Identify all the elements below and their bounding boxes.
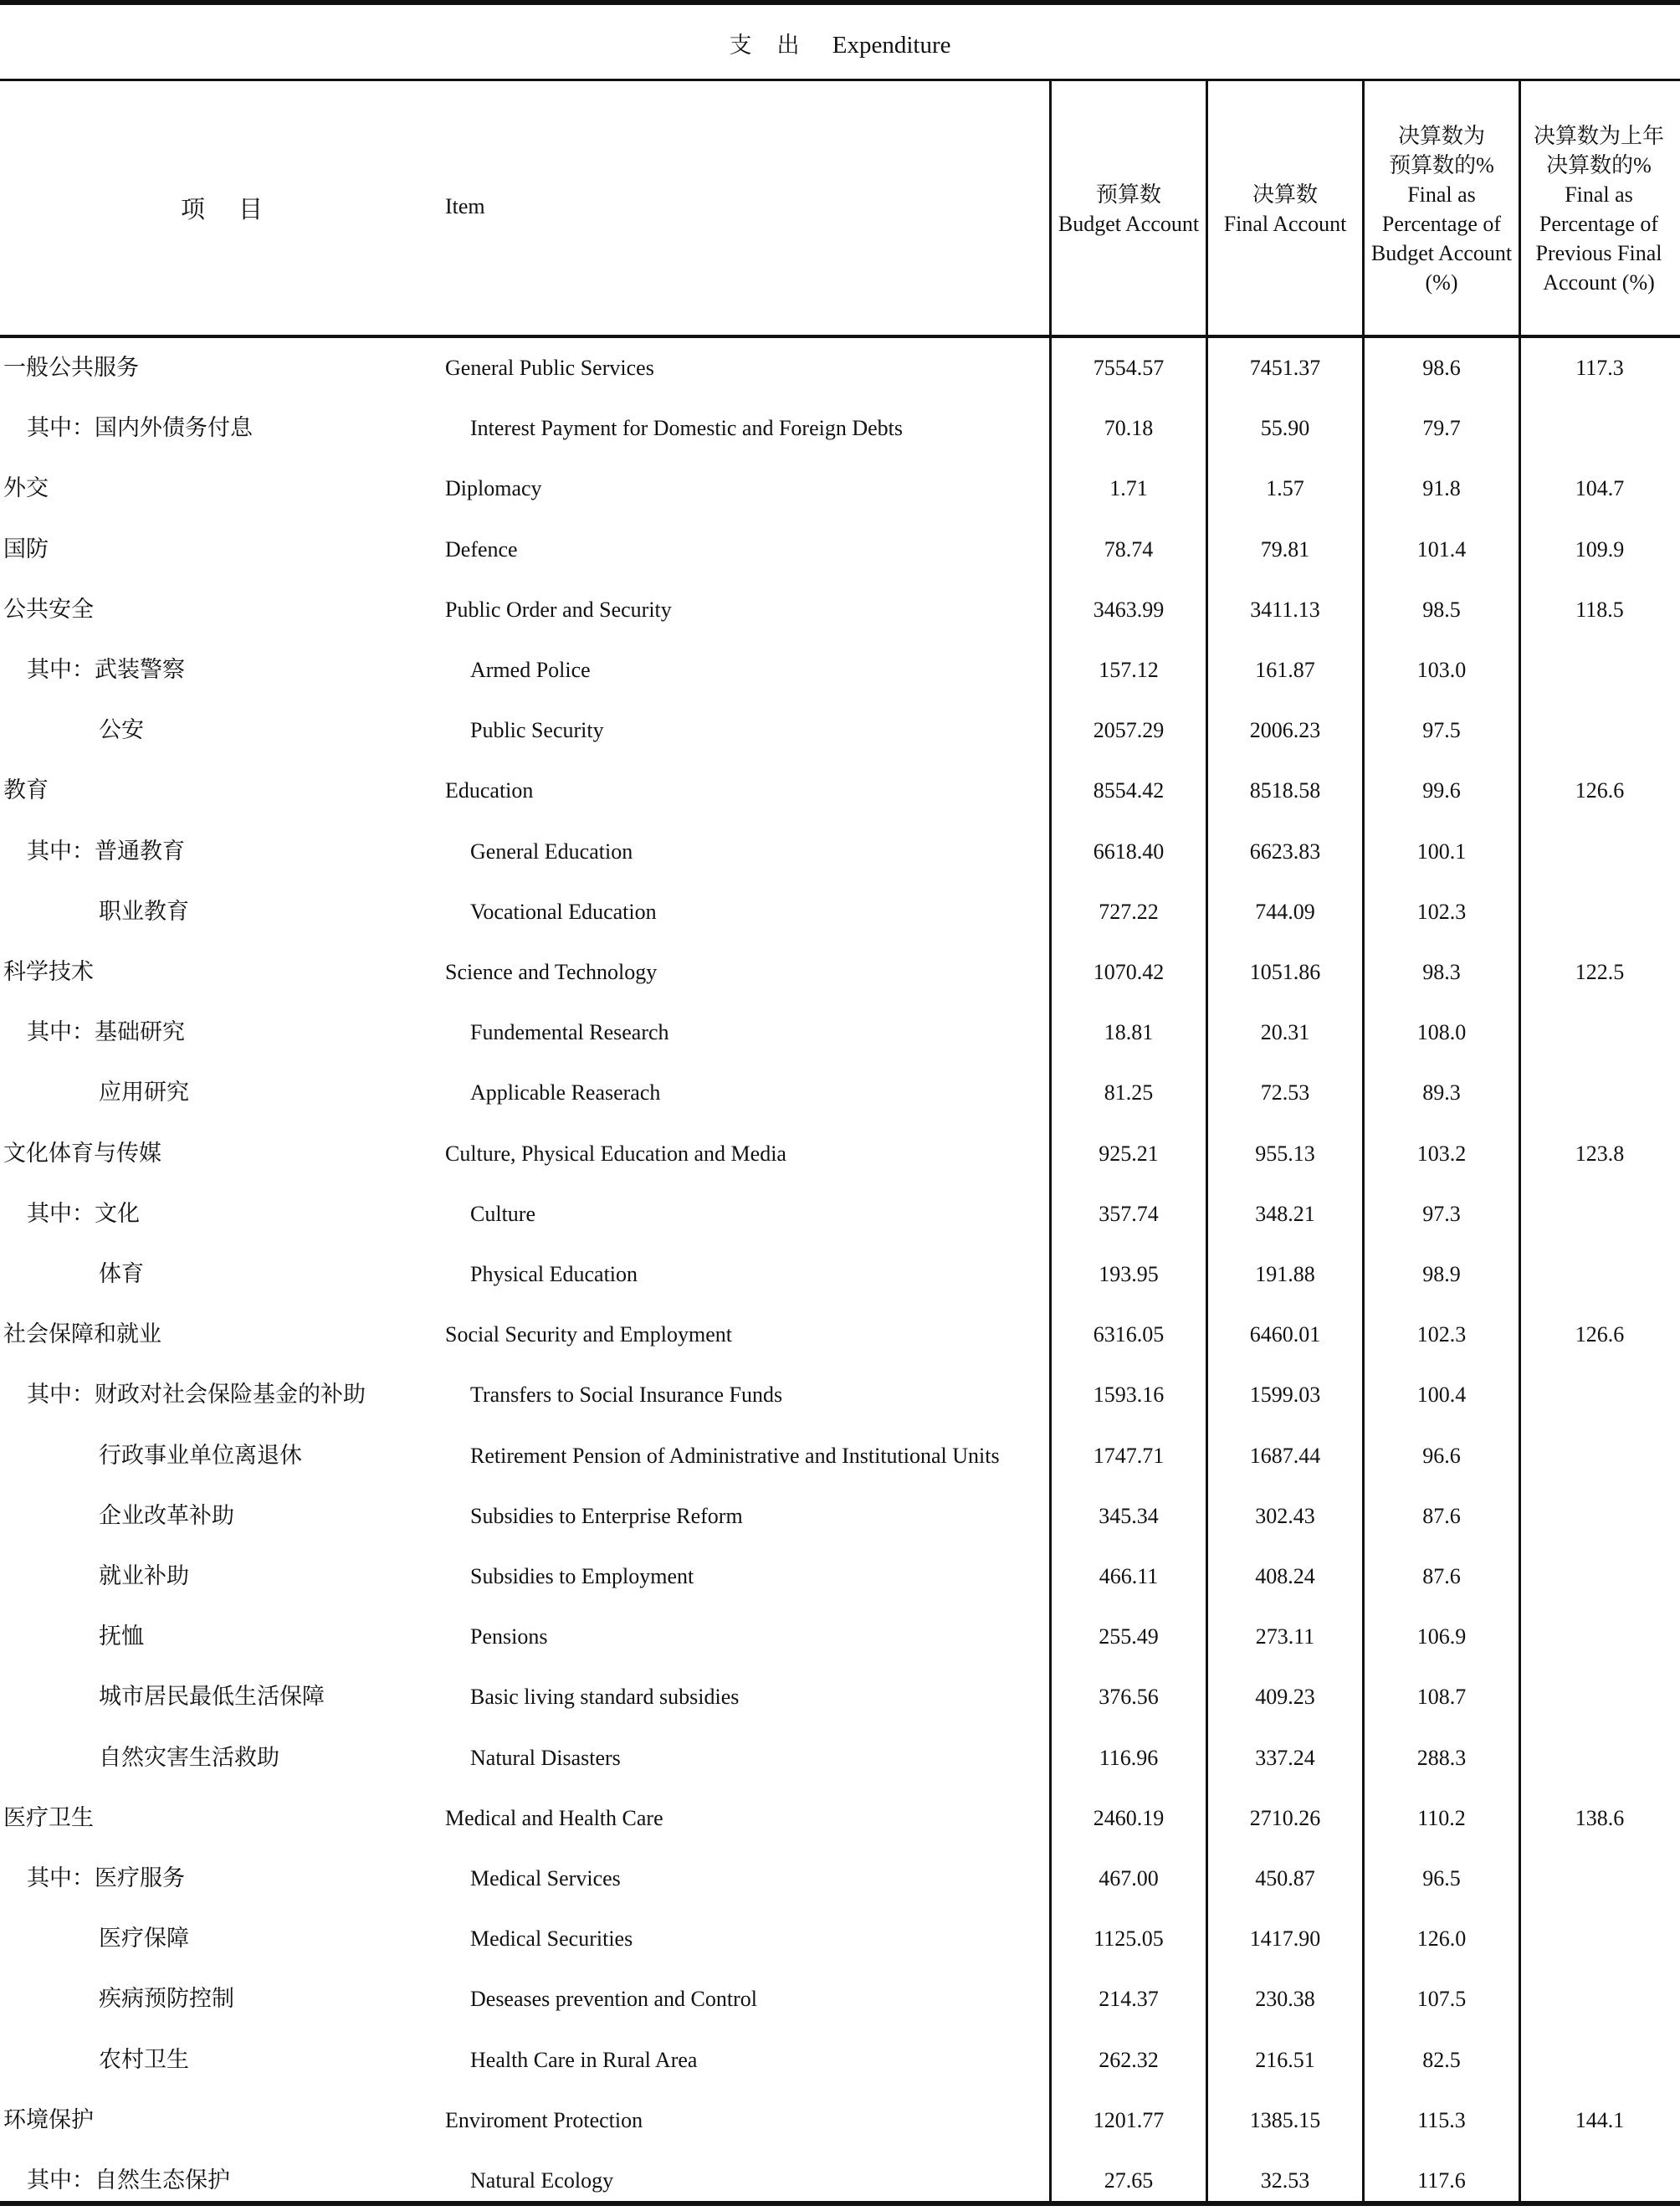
pct-prev-value	[1523, 1909, 1677, 1969]
pct-prev-value	[1523, 1728, 1677, 1788]
budget-value: 116.96	[1099, 1745, 1159, 1770]
pct-budget-value: 98.3	[1422, 960, 1461, 984]
budget-value: 157.12	[1099, 658, 1159, 682]
item-zh: 教育	[3, 777, 49, 804]
final-value: 20.31	[1260, 1020, 1310, 1045]
pct-budget-value: 288.3	[1416, 1745, 1467, 1770]
table-row	[0, 1124, 1680, 1184]
item-en: Enviroment Protection	[445, 2107, 643, 2132]
final-value: 409.23	[1255, 1685, 1315, 1710]
header-final	[1208, 81, 1362, 336]
budget-value: 70.18	[1104, 416, 1154, 441]
pct-budget-value: 89.3	[1422, 1080, 1461, 1106]
pct-budget-value: 97.5	[1422, 718, 1461, 743]
item-en: General Education	[470, 839, 633, 864]
pct-prev-value	[1523, 398, 1677, 459]
item-zh: 其中：国内外债务付息	[27, 415, 253, 442]
pct-budget-value: 96.6	[1422, 1443, 1461, 1468]
table-row	[0, 338, 1680, 398]
budget-value: 925.21	[1099, 1141, 1159, 1166]
pct-budget-value: 87.6	[1422, 1503, 1461, 1528]
item-en: Public Order and Security	[445, 597, 672, 622]
pct-prev-value: 109.9	[1575, 536, 1625, 562]
final-value: 191.88	[1255, 1262, 1315, 1286]
pct-budget-value: 99.6	[1422, 778, 1461, 803]
pct-prev-value	[1523, 1426, 1677, 1486]
table-row	[0, 520, 1680, 580]
item-zh: 其中：武装警察	[27, 657, 185, 683]
header-final-zh: 决算数	[1252, 182, 1318, 207]
item-en: Defence	[445, 536, 518, 562]
budget-value: 467.00	[1099, 1866, 1159, 1890]
final-value: 8518.58	[1249, 778, 1321, 803]
item-en: Subsidies to Employment	[470, 1564, 694, 1588]
item-en: Medical Securities	[470, 1926, 633, 1952]
table-row	[0, 700, 1680, 761]
item-en: Social Security and Employment	[445, 1322, 732, 1347]
table-row	[0, 1728, 1680, 1788]
budget-value: 7554.57	[1093, 356, 1165, 380]
pct-prev-value	[1523, 640, 1677, 700]
table-row	[0, 1426, 1680, 1486]
item-zh: 行政事业单位离退休	[99, 1442, 302, 1469]
table-row	[0, 640, 1680, 700]
budget-value: 1747.71	[1093, 1443, 1165, 1468]
item-en: Culture	[470, 1201, 535, 1226]
item-en: Subsidies to Enterprise Reform	[470, 1503, 743, 1528]
pct-prev-value: 144.1	[1575, 2107, 1625, 2132]
final-value: 2710.26	[1249, 1805, 1321, 1830]
header-pct-prev	[1521, 81, 1677, 336]
item-en: Vocational Education	[470, 899, 657, 924]
item-zh: 文化体育与传媒	[3, 1140, 161, 1167]
final-value: 2006.23	[1249, 718, 1321, 743]
final-value: 161.87	[1255, 658, 1315, 682]
budget-value: 18.81	[1104, 1020, 1154, 1045]
header-pct-budget	[1365, 81, 1519, 336]
item-zh: 抚恤	[99, 1624, 144, 1650]
item-en: Deseases prevention and Control	[470, 1987, 757, 2012]
item-zh: 其中：医疗服务	[27, 1865, 185, 1891]
budget-value: 262.32	[1099, 2047, 1159, 2072]
header-final-en: Final Account	[1223, 211, 1347, 236]
final-value: 273.11	[1255, 1624, 1315, 1649]
budget-value: 1070.42	[1093, 960, 1165, 984]
pct-prev-value	[1523, 1184, 1677, 1244]
pct-budget-value: 107.5	[1416, 1987, 1467, 2012]
budget-value: 345.34	[1099, 1503, 1159, 1528]
item-en: Diplomacy	[445, 476, 542, 501]
budget-value: 193.95	[1099, 1262, 1159, 1286]
pct-budget-value: 108.0	[1416, 1020, 1467, 1045]
pct-budget-value: 101.4	[1416, 536, 1467, 562]
budget-value: 2460.19	[1093, 1805, 1165, 1830]
item-en: Pensions	[470, 1624, 548, 1649]
final-value: 302.43	[1255, 1503, 1315, 1528]
item-en: Physical Education	[470, 1262, 638, 1286]
final-value: 32.53	[1260, 2168, 1310, 2193]
table-row	[0, 459, 1680, 519]
budget-value: 214.37	[1099, 1987, 1159, 2012]
final-value: 1599.03	[1249, 1383, 1321, 1408]
item-en: Culture, Physical Education and Media	[445, 1141, 786, 1166]
item-zh: 公安	[99, 717, 144, 744]
item-en: General Public Services	[445, 356, 654, 380]
pct-prev-value: 122.5	[1575, 960, 1625, 984]
item-zh: 公共安全	[3, 596, 94, 623]
table-row	[0, 1184, 1680, 1244]
final-value: 72.53	[1260, 1080, 1310, 1106]
final-value: 744.09	[1255, 899, 1315, 924]
pct-budget-value: 103.0	[1416, 658, 1467, 682]
pct-budget-value: 98.5	[1422, 597, 1461, 622]
pct-budget-value: 100.1	[1416, 839, 1467, 864]
item-zh: 城市居民最低生活保障	[99, 1684, 325, 1711]
pct-budget-value: 102.3	[1416, 1322, 1467, 1347]
final-value: 450.87	[1255, 1866, 1315, 1890]
item-zh: 其中：文化	[27, 1200, 140, 1227]
final-value: 55.90	[1260, 416, 1310, 441]
table-row	[0, 882, 1680, 942]
item-zh: 自然灾害生活救助	[99, 1744, 279, 1771]
table-row	[0, 1244, 1680, 1305]
pct-budget-value: 98.6	[1422, 356, 1461, 380]
pct-prev-value	[1523, 882, 1677, 942]
pct-budget-value: 110.2	[1417, 1805, 1466, 1830]
pct-budget-value: 82.5	[1422, 2047, 1461, 2072]
pct-budget-value: 98.9	[1422, 1262, 1461, 1286]
pct-prev-value	[1523, 1003, 1677, 1063]
final-value: 408.24	[1255, 1564, 1315, 1588]
header-line: Final as	[1407, 182, 1476, 207]
item-en: Natural Ecology	[470, 2168, 614, 2193]
pct-budget-value: 91.8	[1422, 476, 1461, 501]
budget-value: 3463.99	[1093, 597, 1165, 622]
item-zh: 体育	[99, 1261, 144, 1287]
item-zh: 国防	[3, 536, 49, 562]
pct-budget-value: 79.7	[1422, 416, 1461, 441]
pct-prev-value	[1523, 1244, 1677, 1305]
header-line: Account (%)	[1543, 269, 1655, 295]
item-zh: 社会保障和就业	[3, 1321, 161, 1348]
item-en: Medical Services	[470, 1866, 621, 1890]
item-zh: 外交	[3, 475, 49, 502]
pct-prev-value: 126.6	[1575, 1322, 1625, 1347]
pct-prev-value: 138.6	[1575, 1805, 1625, 1830]
pct-budget-value: 100.4	[1416, 1383, 1467, 1408]
table-row	[0, 2030, 1680, 2090]
item-en: Retirement Pension of Administrative and Institutional Units	[470, 1443, 1000, 1468]
header-budget-en: Budget Account	[1058, 211, 1200, 236]
header-line: 决算数的%	[1546, 152, 1652, 177]
bottom-rule	[0, 2201, 1680, 2206]
item-en: Science and Technology	[445, 960, 658, 984]
budget-value: 255.49	[1099, 1624, 1159, 1649]
budget-value: 81.25	[1104, 1080, 1154, 1106]
item-en: Armed Police	[470, 658, 591, 682]
header-line: Percentage of	[1539, 211, 1659, 236]
budget-value: 78.74	[1104, 536, 1154, 562]
table-row	[0, 1667, 1680, 1727]
item-zh: 其中：财政对社会保险基金的补助	[27, 1382, 366, 1408]
final-value: 79.81	[1260, 536, 1310, 562]
final-value: 955.13	[1255, 1141, 1315, 1166]
header-line: Final as	[1565, 182, 1633, 207]
item-en: Fundemental Research	[470, 1020, 669, 1045]
pct-budget-value: 103.2	[1416, 1141, 1467, 1166]
pct-prev-value	[1523, 1667, 1677, 1727]
item-en: Education	[445, 778, 534, 803]
pct-prev-value	[1523, 1969, 1677, 2029]
table-row	[0, 1788, 1680, 1849]
item-zh: 其中：基础研究	[27, 1019, 185, 1046]
item-zh: 疾病预防控制	[99, 1986, 234, 2013]
final-value: 3411.13	[1250, 597, 1320, 622]
item-zh: 科学技术	[3, 959, 94, 985]
table-row	[0, 822, 1680, 882]
pct-prev-value: 123.8	[1575, 1141, 1625, 1166]
budget-value: 1593.16	[1093, 1383, 1165, 1408]
item-zh: 医疗卫生	[3, 1804, 94, 1831]
header-line: Previous Final	[1535, 240, 1662, 265]
item-en: Health Care in Rural Area	[470, 2047, 698, 2072]
pct-prev-value: 104.7	[1575, 476, 1625, 501]
final-value: 230.38	[1255, 1987, 1315, 2012]
final-value: 348.21	[1255, 1201, 1315, 1226]
pct-prev-value	[1523, 1607, 1677, 1667]
item-zh: 应用研究	[99, 1080, 189, 1106]
pct-budget-value: 102.3	[1416, 899, 1467, 924]
budget-value: 6316.05	[1093, 1322, 1165, 1347]
item-en: Public Security	[470, 718, 604, 743]
item-en: Interest Payment for Domestic and Foreign Debts	[470, 416, 903, 441]
header-budget	[1052, 81, 1206, 336]
item-en: Applicable Reaserach	[470, 1080, 661, 1106]
table-row	[0, 1486, 1680, 1547]
table-row	[0, 1969, 1680, 2029]
pct-prev-value	[1523, 1486, 1677, 1547]
table-row	[0, 580, 1680, 640]
final-value: 337.24	[1255, 1745, 1315, 1770]
pct-prev-value	[1523, 822, 1677, 882]
pct-prev-value	[1523, 1547, 1677, 1607]
pct-prev-value	[1523, 1063, 1677, 1123]
header-budget-zh: 预算数	[1095, 182, 1161, 207]
budget-value: 1125.05	[1094, 1926, 1164, 1952]
budget-value: 6618.40	[1093, 839, 1165, 864]
header-item-en: Item	[445, 194, 485, 218]
budget-value: 1201.77	[1093, 2107, 1165, 2132]
item-en: Transfers to Social Insurance Funds	[470, 1383, 783, 1408]
pct-budget-value: 87.6	[1422, 1564, 1461, 1588]
final-value: 7451.37	[1249, 356, 1321, 380]
pct-budget-value: 96.5	[1422, 1866, 1461, 1890]
pct-budget-value: 97.3	[1422, 1201, 1461, 1226]
item-zh: 就业补助	[99, 1563, 189, 1589]
final-value: 6623.83	[1249, 839, 1321, 864]
budget-value: 8554.42	[1093, 778, 1165, 803]
final-value: 1417.90	[1249, 1926, 1321, 1952]
final-value: 1687.44	[1249, 1443, 1321, 1468]
item-zh: 医疗保障	[99, 1926, 189, 1952]
pct-budget-value: 108.7	[1416, 1685, 1467, 1710]
table-row	[0, 942, 1680, 1003]
title-en: Expenditure	[832, 32, 951, 59]
item-zh: 农村卫生	[99, 2046, 189, 2073]
item-zh: 其中：自然生态保护	[27, 2167, 230, 2193]
pct-budget-value: 115.3	[1417, 2107, 1466, 2132]
title-zh: 支出	[729, 33, 825, 59]
item-zh: 一般公共服务	[3, 355, 139, 381]
final-value: 1.57	[1266, 476, 1304, 501]
final-value: 6460.01	[1249, 1322, 1321, 1347]
pct-budget-value: 117.6	[1417, 2168, 1466, 2193]
table-row	[0, 1849, 1680, 1909]
table-row	[0, 1305, 1680, 1365]
header-item-zh: 项目	[181, 197, 297, 223]
table-title	[0, 28, 1680, 62]
header-line: Percentage of	[1381, 211, 1502, 236]
pct-prev-value: 126.6	[1575, 778, 1625, 803]
item-zh: 企业改革补助	[99, 1502, 234, 1529]
table-row	[0, 2090, 1680, 2151]
pct-prev-value	[1523, 2030, 1677, 2090]
item-zh: 环境保护	[3, 2106, 94, 2133]
table-row	[0, 1365, 1680, 1425]
budget-value: 376.56	[1099, 1685, 1159, 1710]
item-zh: 职业教育	[99, 898, 189, 925]
budget-value: 1.71	[1109, 476, 1148, 501]
budget-value: 466.11	[1099, 1564, 1159, 1588]
header-line: (%)	[1425, 269, 1458, 295]
pct-prev-value	[1523, 700, 1677, 761]
pct-budget-value: 126.0	[1416, 1926, 1467, 1952]
table-row	[0, 761, 1680, 821]
header-line: 决算数为	[1397, 123, 1485, 148]
table-row	[0, 1063, 1680, 1123]
budget-value: 2057.29	[1093, 718, 1165, 743]
table-row	[0, 1003, 1680, 1063]
item-en: Natural Disasters	[470, 1745, 621, 1770]
table-row	[0, 1607, 1680, 1667]
budget-value: 727.22	[1099, 899, 1159, 924]
pct-budget-value: 106.9	[1416, 1624, 1467, 1649]
final-value: 216.51	[1255, 2047, 1315, 2072]
header-line: Budget Account	[1370, 240, 1513, 265]
header-line: 预算数的%	[1389, 152, 1494, 177]
item-en: Medical and Health Care	[445, 1805, 663, 1830]
table-row	[0, 1909, 1680, 1969]
item-en: Basic living standard subsidies	[470, 1685, 740, 1710]
item-zh: 其中：普通教育	[27, 838, 185, 864]
pct-prev-value: 118.5	[1575, 597, 1624, 622]
final-value: 1385.15	[1249, 2107, 1321, 2132]
final-value: 1051.86	[1249, 960, 1321, 984]
table-row	[0, 1547, 1680, 1607]
budget-value: 27.65	[1104, 2168, 1154, 2193]
header-line: 决算数为上年	[1533, 123, 1664, 148]
table-row	[0, 398, 1680, 459]
top-rule	[0, 0, 1680, 5]
budget-value: 357.74	[1099, 1201, 1159, 1226]
pct-prev-value	[1523, 1849, 1677, 1909]
pct-prev-value	[1523, 1365, 1677, 1425]
pct-prev-value: 117.3	[1575, 356, 1624, 380]
